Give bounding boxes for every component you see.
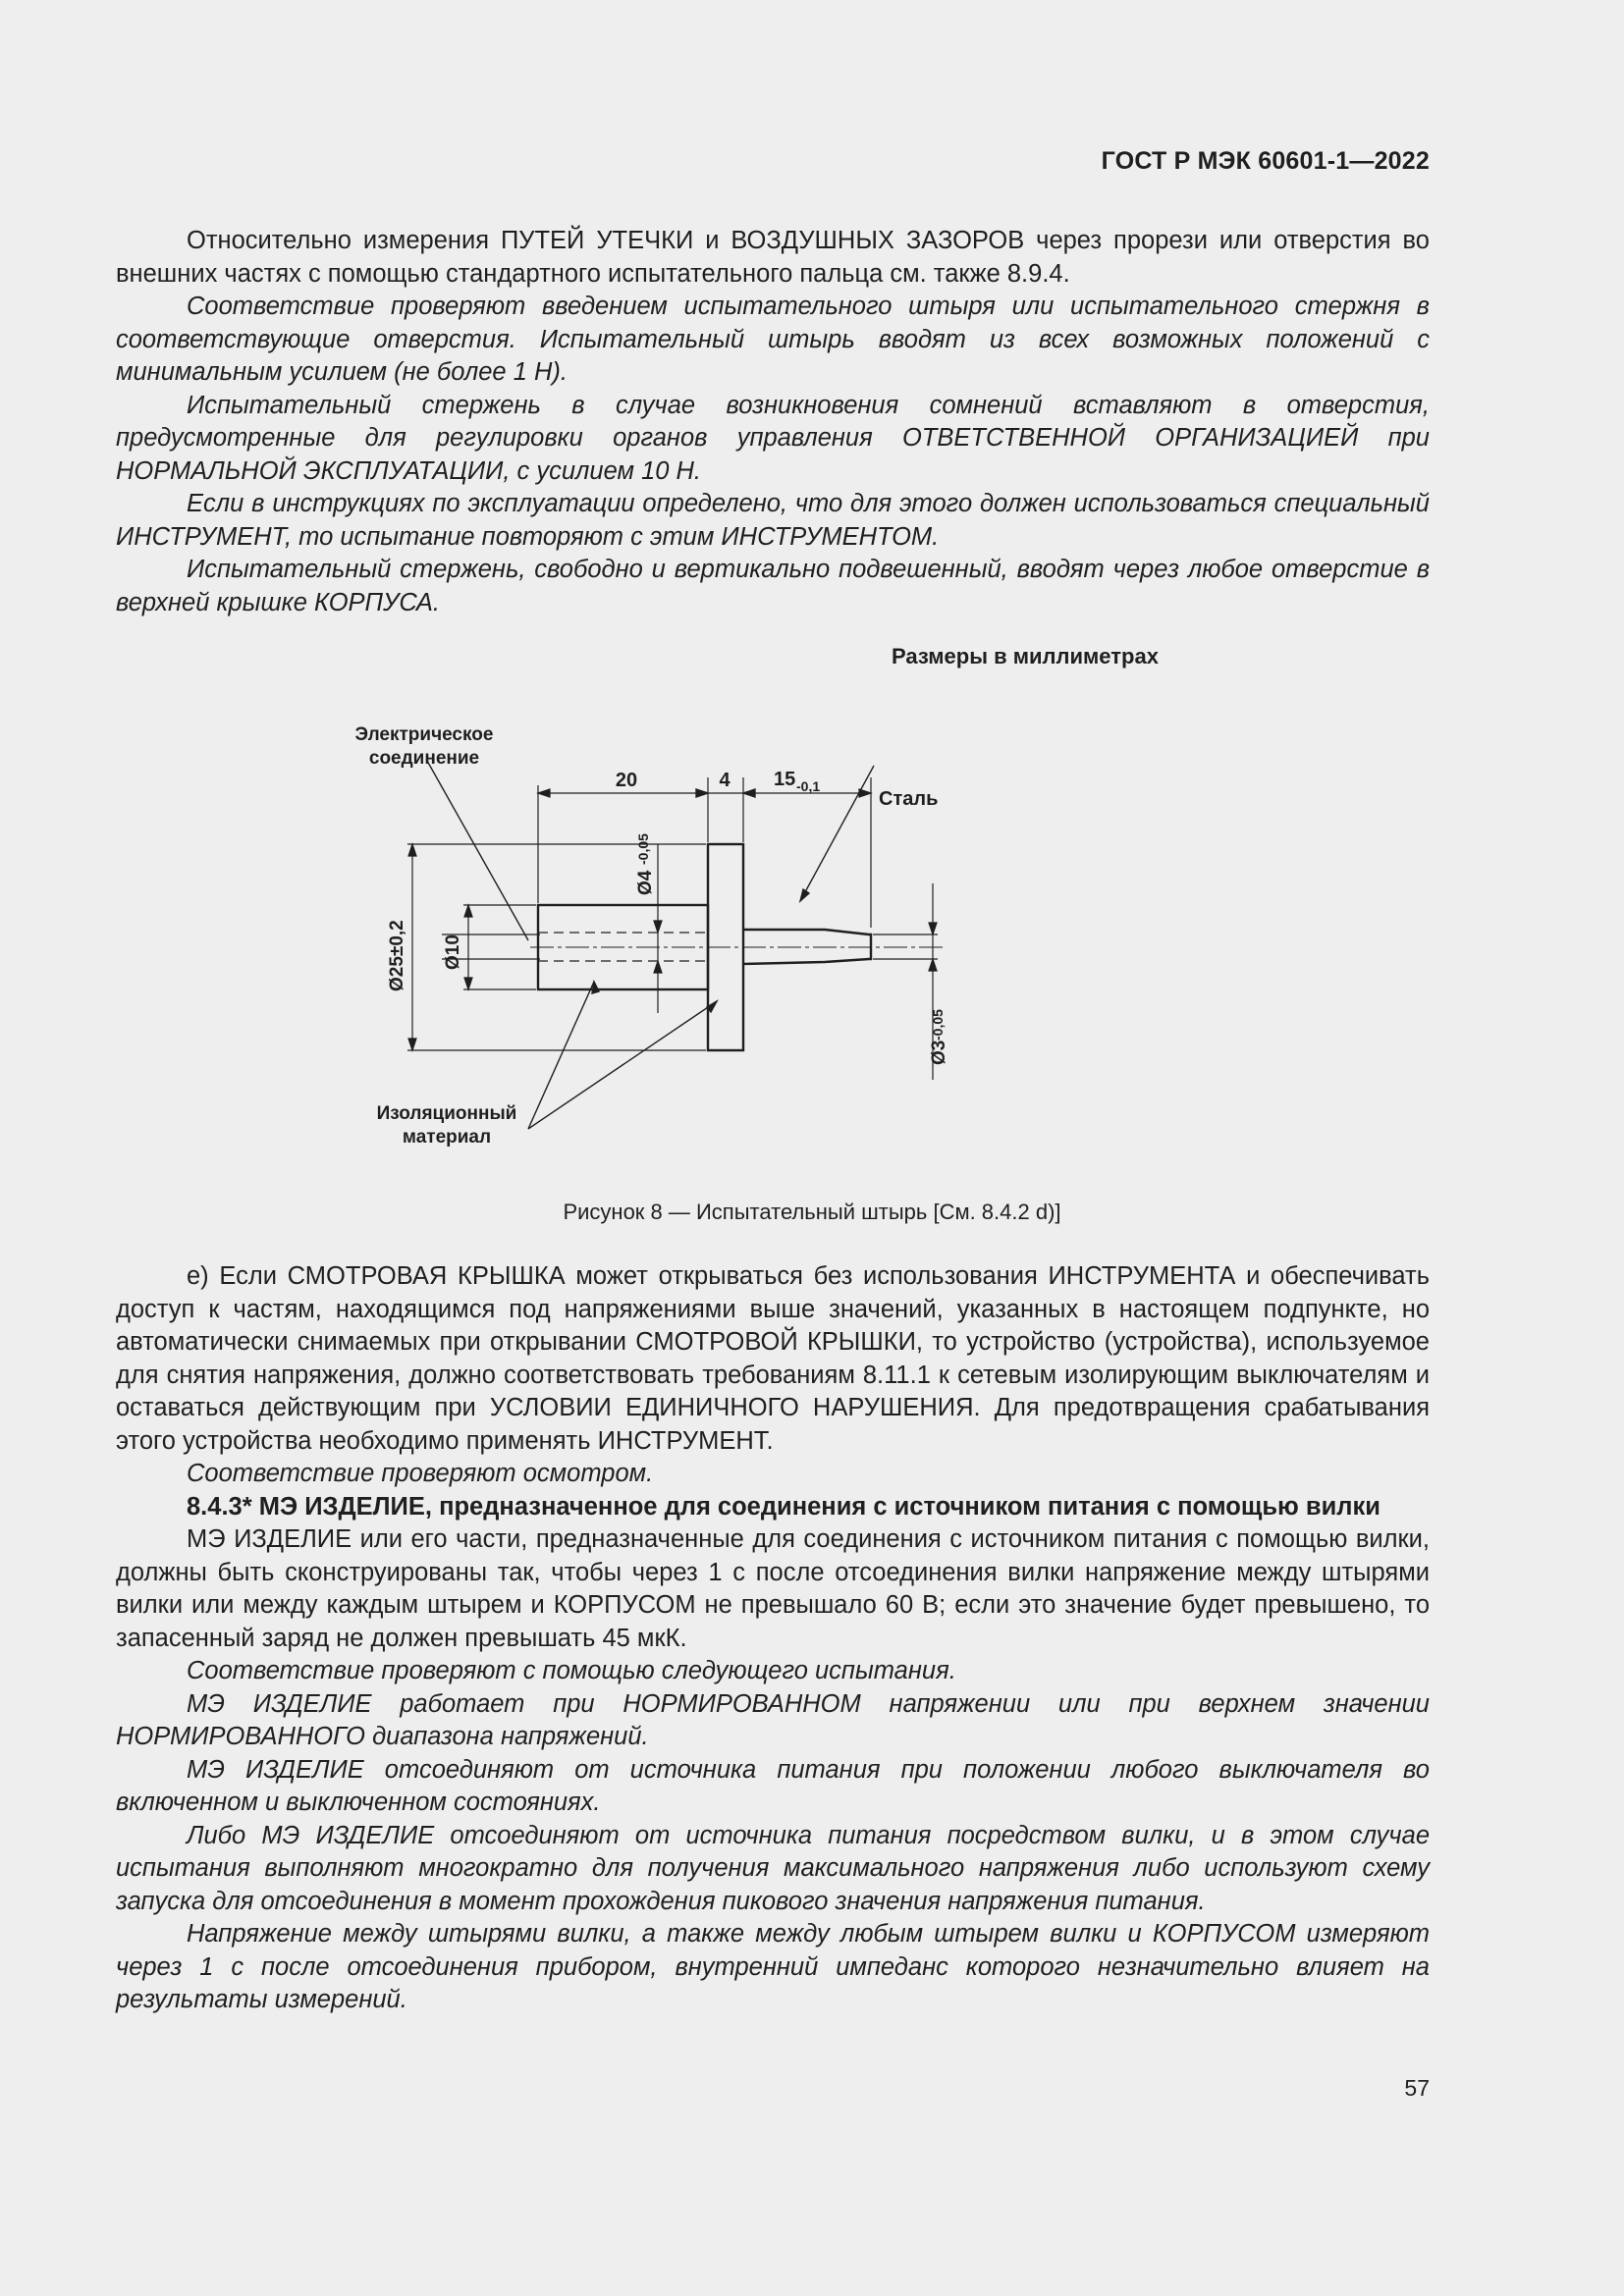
dim-20: 20 — [615, 770, 638, 791]
text-block-top — [116, 225, 1430, 619]
paragraph: МЭ ИЗДЕЛИЕ отсоединяют от источника питания при положении любого выключателя во включенном и выключенном состояниях. — [116, 1755, 1430, 1816]
paragraph: е) Если СМОТРОВАЯ КРЫШКА может открываться без использования ИНСТРУМЕНТА и обеспечивать доступ к частям, находящимся под напряжениями выше значений, указанных в настоящем подпункте, но автоматически снимаемых при открывании СМОТРОВОЙ КРЫШКИ, то устройство (устройства), используемое для снятия напряжения, должно соответствовать требованиям 8.11.1 к сетевым изолирующим выключателям и оставаться действующим при УСЛОВИИ ЕДИНИЧНОГО НАРУШЕНИЯ. Для предотвращения срабатывания этого устройства необходимо применять ИНСТРУМЕНТ. — [116, 1262, 1430, 1455]
label-connection-line1: Электрическое — [354, 724, 494, 745]
label-steel: Сталь — [879, 788, 939, 810]
dim-d3-tolerance: -0,05 — [930, 1009, 946, 1041]
paragraph: Относительно измерения ПУТЕЙ УТЕЧКИ и ВОЗДУШНЫХ ЗАЗОРОВ через прорези или отверстия во внешних частях с помощью стандартного испытательного пальца см. также 8.9.4. — [116, 227, 1430, 288]
test-pin-figure — [353, 707, 1041, 1178]
paragraph: Соответствие проверяют введением испытательного штыря или испытательного стержня в соответствующие отверстия. Испытательный штырь вводят из всех возможных положений с минимальным усилием (не более 1 Н). — [116, 293, 1430, 386]
dim-15: 15 — [774, 769, 796, 790]
dim-d4-tolerance: -0,05 — [635, 833, 651, 865]
paragraph: Либо МЭ ИЗДЕЛИЕ отсоединяют от источника питания посредством вилки, и в этом случае испытания выполняют многократно для получения максимального напряжения либо используют схему запуска для отсоединения в момент прохождения пикового значения напряжения питания. — [116, 1821, 1430, 1915]
label-insulation-line2: материал — [402, 1127, 492, 1148]
paragraph: МЭ ИЗДЕЛИЕ или его части, предназначенные для соединения с источником питания с помощью вилки, должны быть сконструированы так, чтобы через 1 с после отсоединения вилки напряжение между штырями вилки или между каждым штырем и КОРПУСОМ не превышало 60 В; если это значение будет превышено, то запасенный заряд не должен превышать 45 мкК. — [116, 1525, 1430, 1652]
paragraph: 8.4.3* МЭ ИЗДЕЛИЕ, предназначенное для соединения с источником питания с помощью вилки — [187, 1492, 1380, 1521]
dim-d4: Ø4 — [635, 870, 656, 895]
paragraph: Соответствие проверяют с помощью следующего испытания. — [187, 1657, 956, 1684]
paragraph: Испытательный стержень, свободно и вертикально подвешенный, вводят через любое отверстие в верхней крышке КОРПУСА. — [116, 556, 1430, 616]
label-connection-line2: соединение — [368, 748, 480, 769]
dim-d3: Ø3 — [929, 1040, 949, 1065]
dim-d25: Ø25±0,2 — [387, 920, 407, 991]
units-note: Размеры в миллиметрах — [892, 644, 1159, 668]
figure-caption: Рисунок 8 — Испытательный штырь [См. 8.4.2 d)] — [563, 1200, 1061, 1224]
text-block-bottom — [116, 1260, 1430, 2017]
document-header: ГОСТ Р МЭК 60601-1—2022 — [1101, 147, 1430, 175]
dim-4: 4 — [719, 770, 731, 791]
paragraph: МЭ ИЗДЕЛИЕ работает при НОРМИРОВАННОМ напряжении или при верхнем значении НОРМИРОВАННОГО диапазона напряжений. — [116, 1689, 1430, 1750]
paragraph: Напряжение между штырями вилки, а также между любым штырем вилки и КОРПУСОМ измеряют через 1 с после отсоединения прибором, внутренний импеданс которого незначительно влияет на результаты измерений. — [116, 1920, 1430, 2013]
paragraph: Испытательный стержень в случае возникновения сомнений вставляют в отверстия, предусмотренные для регулировки органов управления ОТВЕТСТВЕННОЙ ОРГАНИЗАЦИЕЙ при НОРМАЛЬНОЙ ЭКСПЛУАТАЦИИ, с усилием 10 Н. — [116, 391, 1430, 485]
dim-15-tolerance: -0,1 — [796, 778, 821, 794]
page-number: 57 — [1404, 2075, 1430, 2101]
paragraph: Если в инструкциях по эксплуатации определено, что для этого должен использоваться специальный ИНСТРУМЕНТ, то испытание повторяют с этим ИНСТРУМЕНТОМ. — [116, 490, 1430, 551]
paragraph: Соответствие проверяют осмотром. — [187, 1460, 654, 1487]
label-insulation-line1: Изоляционный — [376, 1103, 517, 1124]
dim-d10: Ø10 — [443, 934, 463, 970]
